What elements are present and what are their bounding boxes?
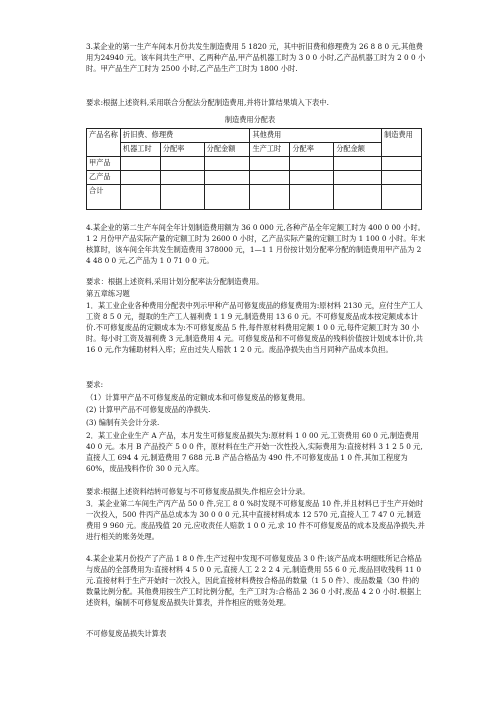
row-label: 合计 bbox=[87, 185, 121, 210]
allocation-table bbox=[86, 128, 422, 210]
requirement-3: (3) 编制有关会计分录. bbox=[86, 418, 160, 427]
chapter5-problem1: 1．某工业企业各种费用分配表中列示甲种产品可修复废品的修复费用为:原材料 2130 元，应付生产工人工资 8 5 0 元，提取的生产工人福利费 1 1 9 元,制造费用 13 6 0 元。不可修复废品成本按定额成本计价.不可修复废品的定额成本为:不可修复废品 5 件,每件原材料费用定额 1 0 0 元,每件定额工时为 30 小时。每小时工资及福利费 3 元,制造费用 4 元。可修复废品和不可修复废品的残料价值按计划成本计价,共16 0 元,作为辅助材料入库；应由过失人赔款 1 2 0 元。废品净损失由当月同种产品成本负担。 bbox=[86, 301, 423, 355]
problem3-text: 3.某企业的第一生产车间本月份共发生制造费用 5 1820 元，其中折旧费和修理费为 26 8 8 0 元,其他费用为24940 元。该车间共生产甲、乙两种产品,甲产品机器工时为 3 0 0 小时,乙产品机器工时为 2 0 0 小时。甲产品生产工时为 2500 小时,乙产品生产工时为 1800 小时. bbox=[86, 42, 426, 74]
problem2-requirement: 要求:根据上述资料结转可修复与不可修复废品损失,作相应会计分录。 bbox=[86, 487, 310, 496]
table-row bbox=[87, 171, 422, 185]
row-label: 乙产品 bbox=[87, 171, 121, 185]
requirements-label: 要求: bbox=[86, 380, 104, 389]
requirement-2: (2) 计算甲产品不可修复废品的净损失. bbox=[86, 405, 211, 414]
table-title: 制造费用分配表 bbox=[224, 115, 276, 124]
header-rate: 分配率 bbox=[160, 143, 204, 157]
header-amount-2: 分配金额 bbox=[334, 143, 382, 157]
header-depreciation-repair: 折旧费、修理费 bbox=[120, 129, 250, 143]
header-manufacturing-overhead: 制造费用 bbox=[382, 129, 422, 157]
header-rate-2: 分配率 bbox=[290, 143, 334, 157]
header-machine-hours: 机器工时 bbox=[120, 143, 160, 157]
chapter5-problem4: 4.某企业某月份投产了产品 1 8 0 件,生产过程中发现不可修复废品 3 0 件;该产品成本明细账所记合格品与废品的全部费用为:直接材料 4 5 0 0 元,直接人工 2 2 2 4 元,制造费用 55 6 0 元.废品回收残料 11 0 元.直接材料于生产开始时一次投入，因此直接材料费按合格品的数量（1 5 0 件）、废品数量（30 件)的数量比例分配。其他费用按生产工时比例分配，生产工时为:合格品 2 36 0 小时,废品 4 2 0 小时.根据上述资料，编制不可修复废品损失计算表，并作相应的账务处理。 bbox=[86, 554, 422, 608]
table-row bbox=[87, 185, 422, 210]
problem3-requirement: 要求:根据上述资料,采用联合分配法分配制造费用,并将计算结果填入下表中. bbox=[86, 98, 329, 107]
problem4-text: 4.某企业的第二生产车间全年计划制造费用额为 36 0 000 元,各种产品全年定额工时为 400 0 00 小时。1 2 月份甲产品实际产量的定额工时为 2600 0 小时，乙产品实际产量的定额工时为 1 100 0 小时。年末核算时，该车间全年共发生制造费用 378000 元，1—1 1 月份按计划分配率分配的制造费用甲产品为 2 4 48 0 0 元,乙产品为 1 0 71 0 0 元。 bbox=[86, 223, 426, 266]
loss-table-title: 不可修复废品损失计算表 bbox=[86, 629, 167, 638]
table-row bbox=[87, 157, 422, 171]
problem4-requirement: 要求：根据上述资料,采用计划分配率法分配制造费用。 bbox=[86, 277, 264, 286]
chapter5-problem3: 3．某企业第二车间生产丙产品 50 0 件,完工 8 0 %时发现不可修复废品 10 件,并且材料已于生产开始时一次投入，500 件丙产品总成本为 30 0 0 0 元,其中直接材料成本 12 570 元,直接人工 7 47 0 元,制造费用 9 960 元。废品残值 20 元,应收责任人赔款 1 0 0 元,求 10 件不可修复废品的成本及废品净损失,并进行相关的账务处理。 bbox=[86, 499, 425, 542]
chapter5-problem2: 2．某工业企业生产 A 产品，本月发生可修复废品损失为:原材料 1 0 00 元,工资费用 60 0 元,制造费用 40 0 元。本月 B 产品投产 5 0 0 件，原材料在生产开始一次性投入,实际费用为:直接材料 3 1 2 5 0 元,直接人工 694 4 元,制造费用 7 688 元.B 产品合格品为 490 件,不可修复废品 1 0 件,其加工程度为 60%，废品残料作价 30 0 元入库。 bbox=[86, 431, 423, 474]
header-amount: 分配金额 bbox=[204, 143, 250, 157]
header-production-hours: 生产工时 bbox=[250, 143, 290, 157]
requirement-1: （1）计算甲产品不可修复废品的定额成本和可修复废品的修复费用。 bbox=[86, 393, 310, 402]
chapter-title: 第五章练习题 bbox=[86, 289, 130, 298]
row-label: 甲产品 bbox=[87, 157, 121, 171]
header-product-name: 产品名称 bbox=[87, 129, 121, 157]
header-other-expenses: 其他费用 bbox=[250, 129, 382, 143]
